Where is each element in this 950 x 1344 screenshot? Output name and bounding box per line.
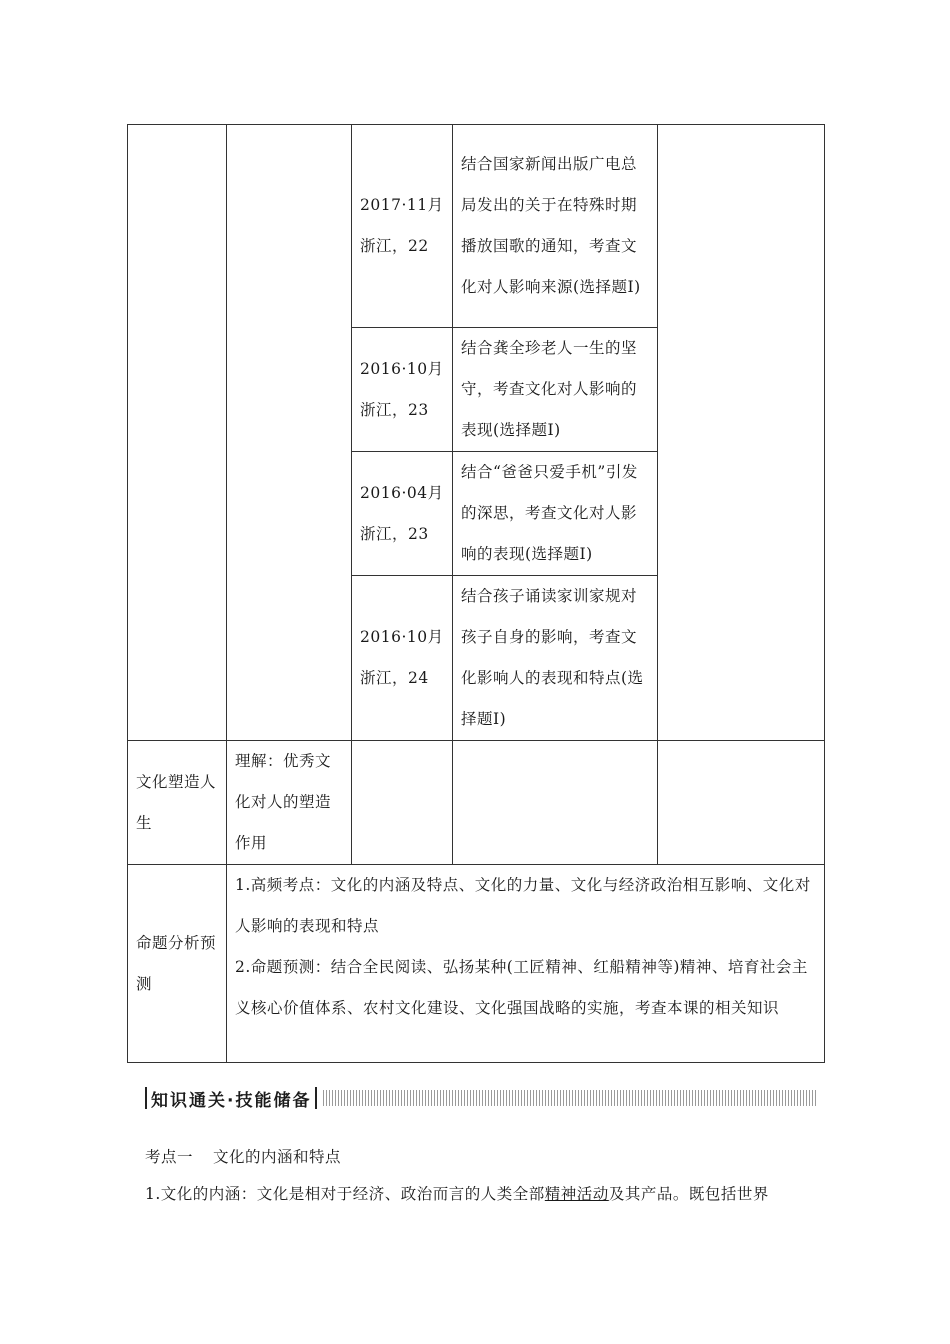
analysis-label-cell: 命题分析预测 [128, 865, 227, 1063]
table-row [128, 125, 825, 328]
table-row [128, 865, 825, 1063]
table-row [128, 741, 825, 865]
exam-desc-cell: 结合孩子诵读家训家规对孩子自身的影响，考查文化影响人的表现和特点(选择题Ⅰ) [453, 576, 658, 741]
point-title-text: 文化的内涵和特点 [213, 1148, 342, 1166]
paragraph-text-after: 及其产品。既包括世界 [608, 1185, 769, 1203]
requirement-cell: 理解：优秀文化对人的塑造作用 [227, 741, 352, 865]
section-hatch-decoration [323, 1090, 817, 1106]
exam-source-cell: 2017·11月浙江，22 [352, 125, 453, 328]
exam-table [127, 124, 825, 1063]
paragraph-underlined-term: 精神活动 [544, 1185, 609, 1203]
paragraph [145, 1182, 769, 1204]
requirement-cell-empty [227, 125, 352, 741]
exam-source-cell: 2016·04月浙江，23 [352, 452, 453, 576]
analysis-line-2: 2.命题预测：结合全民阅读、弘扬某种(工匠精神、红船精神等)精神、培育社会主义核心价值体系、农村文化建设、文化强国战略的实施，考查本课的相关知识 [235, 958, 808, 1017]
topic-cell: 文化塑造人生 [128, 741, 227, 865]
exam-source-cell-empty [352, 741, 453, 865]
analysis-line-1: 1.高频考点：文化的内涵及特点、文化的力量、文化与经济政治相互影响、文化对人影响的表现和特点 [235, 876, 811, 935]
section-header [145, 1086, 817, 1110]
exam-source-cell: 2016·10月浙江，23 [352, 328, 453, 452]
exam-desc-cell-empty [453, 741, 658, 865]
exam-desc-cell: 结合“爸爸只爱手机”引发的深思，考查文化对人影响的表现(选择题Ⅰ) [453, 452, 658, 576]
section-title: 知识通关·技能储备 [151, 1090, 312, 1111]
topic-cell-empty [128, 125, 227, 741]
section-bar-right [315, 1087, 317, 1109]
exam-desc-cell: 结合龚全珍老人一生的坚守，考查文化对人影响的表现(选择题Ⅰ) [453, 328, 658, 452]
point-label: 考点一 [145, 1148, 194, 1166]
analysis-content-cell [227, 865, 825, 1063]
remark-cell-empty [658, 741, 825, 865]
remark-cell-empty [658, 125, 825, 741]
exam-desc-cell: 结合国家新闻出版广电总局发出的关于在特殊时期播放国歌的通知，考查文化对人影响来源(选择题Ⅰ) [453, 125, 658, 328]
point-heading [145, 1145, 341, 1167]
exam-source-cell: 2016·10月浙江，24 [352, 576, 453, 741]
paragraph-text-before: 1.文化的内涵：文化是相对于经济、政治而言的人类全部 [145, 1185, 545, 1203]
